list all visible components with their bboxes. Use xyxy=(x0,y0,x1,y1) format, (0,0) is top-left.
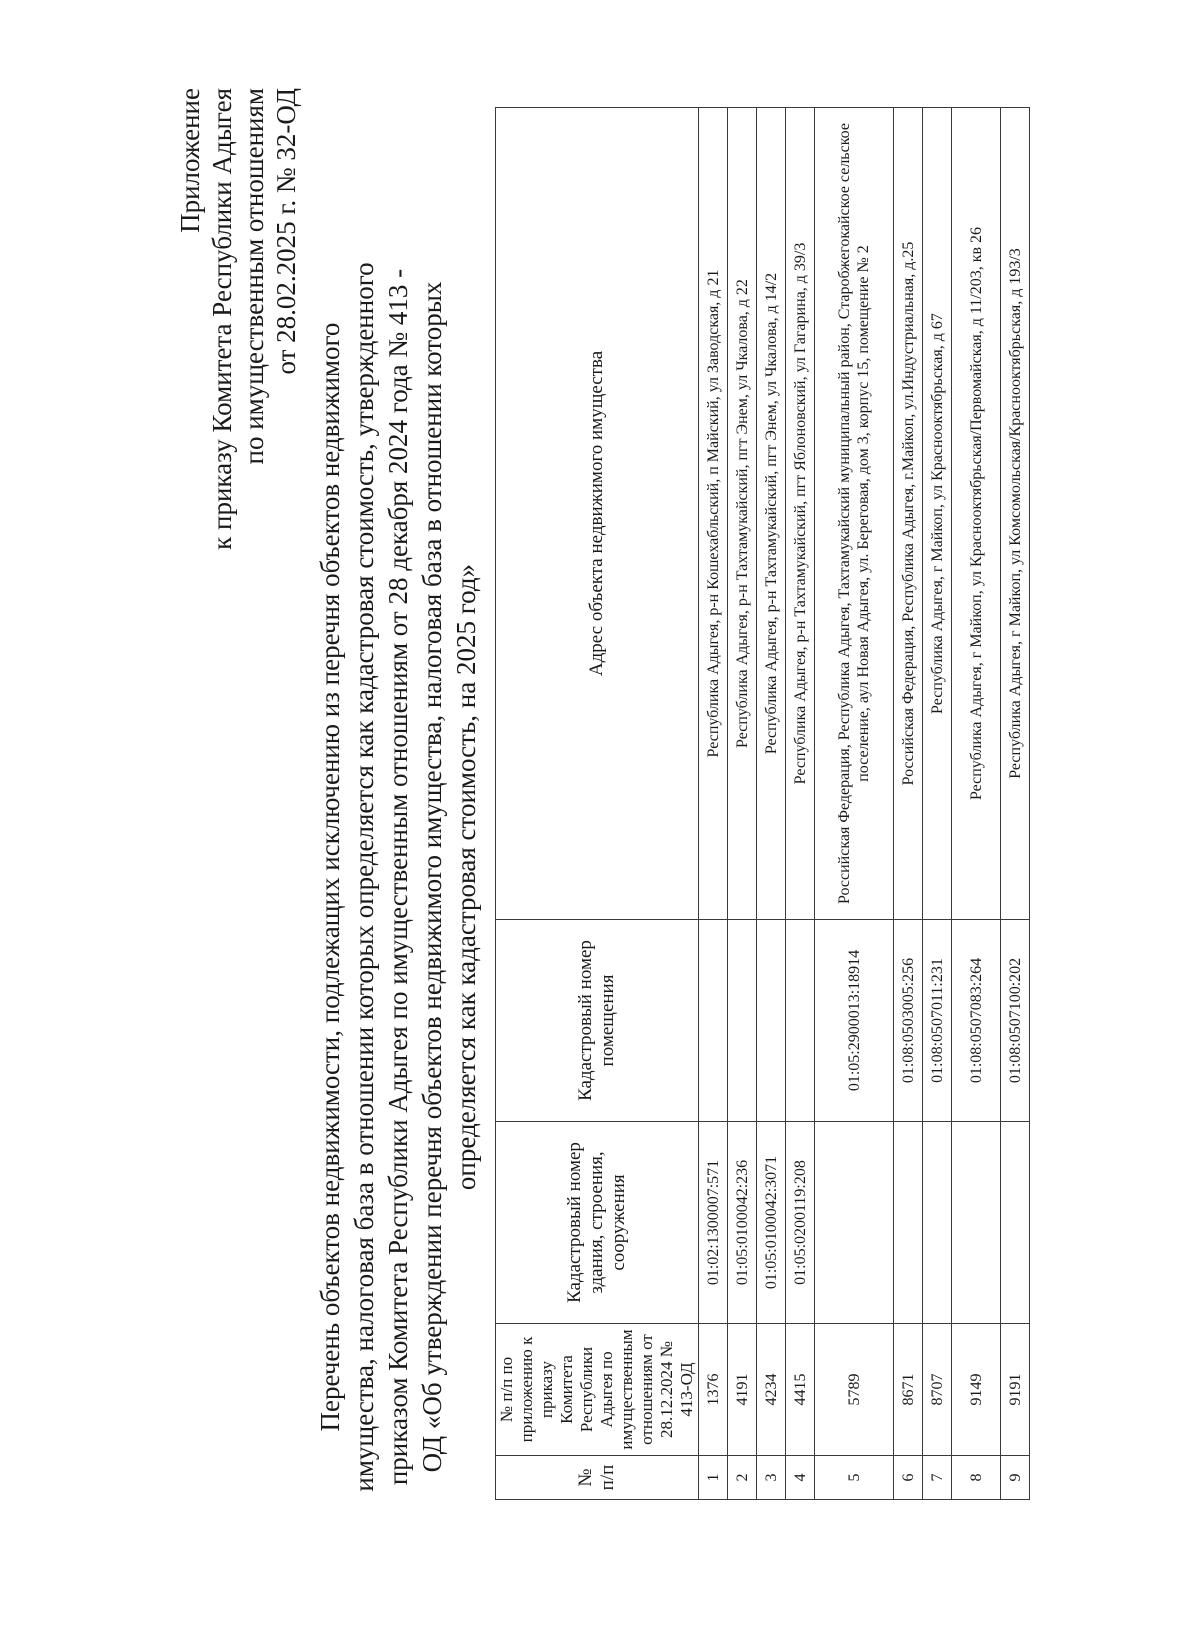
property-table-wrapper xyxy=(495,108,1030,1500)
cell-address: Республика Адыгея, р-н Тахтамукайский, пгт Энем, ул Чкалова, д 14/2 xyxy=(757,108,786,920)
cell-num: 5 xyxy=(815,1456,894,1500)
header-prior-num: № п/п по приложению к приказу Комитета Республики Адыгея по имущественным отношениям от 28.12.2024 № 413-ОД xyxy=(496,1324,699,1456)
table-row xyxy=(728,108,757,1500)
cell-building: 01:05:0200119:208 xyxy=(786,1122,815,1324)
cell-prior: 5789 xyxy=(815,1324,894,1456)
cell-prior: 4191 xyxy=(728,1324,757,1456)
cell-premises: 01:08:0503005:256 xyxy=(894,920,923,1122)
cell-premises xyxy=(757,920,786,1122)
annex-line: к приказу Комитета Республики Адыгея xyxy=(207,88,237,550)
table-header-row xyxy=(496,108,699,1500)
cell-building xyxy=(923,1122,952,1324)
cell-address: Республика Адыгея, г Майкоп, ул Комсомольская/Краснооктябрьская, д 193/3 xyxy=(1001,108,1030,920)
table-row xyxy=(923,108,952,1500)
cell-premises: 01:08:0507083:264 xyxy=(952,920,1001,1122)
cell-premises: 01:05:2900013:18914 xyxy=(815,920,894,1122)
cell-prior: 9149 xyxy=(952,1324,1001,1456)
cell-address: Республика Адыгея, г Майкоп, ул Краснооктябрьская/Первомайская, д 11/203, кв 26 xyxy=(952,108,1001,920)
cell-num: 9 xyxy=(1001,1456,1030,1500)
cell-premises xyxy=(786,920,815,1122)
cell-building: 01:05:0100042:236 xyxy=(728,1122,757,1324)
cell-address: Республика Адыгея, р-н Тахтамукайский, пгт Яблоновский, ул Гагарина, д 39/3 xyxy=(786,108,815,920)
cell-building xyxy=(894,1122,923,1324)
table-row xyxy=(757,108,786,1500)
annex-line: по имущественным отношениям xyxy=(239,88,269,465)
cell-building: 01:02:1300007:571 xyxy=(699,1122,728,1324)
cell-prior: 4415 xyxy=(786,1324,815,1456)
cell-address: Республика Адыгея, р-н Тахтамукайский, пгт Энем, ул Чкалова, д 22 xyxy=(728,108,757,920)
table-row xyxy=(699,108,728,1500)
cell-address: Республика Адыгея, г Майкоп, ул Краснооктябрьская, д 67 xyxy=(923,108,952,920)
cell-prior: 9191 xyxy=(1001,1324,1030,1456)
table-row xyxy=(894,108,923,1500)
header-address: Адрес объекта недвижимого имущества xyxy=(496,108,699,920)
cell-premises xyxy=(728,920,757,1122)
cell-num: 4 xyxy=(786,1456,815,1500)
header-num: № п/п xyxy=(496,1456,699,1500)
document-title: Перечень объектов недвижимости, подлежащих исключению из перечня объектов недвижимого имущества, налоговая база в отношении которых определяется как кадастровая стоимость, утвержденного приказом Комитета Республики Адыгея по имущественным отношениям от 28 декабря 2024 года № 413 - ОД «Об утверждении перечня объектов недвижимого имущества, налоговая база в отношении которых определяется как кадастровая стоимость, на 2025 год» xyxy=(315,262,481,1492)
annex-line: Приложение xyxy=(175,88,205,233)
cell-num: 8 xyxy=(952,1456,1001,1500)
cell-building xyxy=(952,1122,1001,1324)
table-row xyxy=(815,108,894,1500)
cell-prior: 8671 xyxy=(894,1324,923,1456)
table-row xyxy=(952,108,1001,1500)
cell-num: 2 xyxy=(728,1456,757,1500)
cell-num: 6 xyxy=(894,1456,923,1500)
cell-prior: 8707 xyxy=(923,1324,952,1456)
cell-premises xyxy=(699,920,728,1122)
property-table xyxy=(495,107,1030,1500)
cell-num: 1 xyxy=(699,1456,728,1500)
cell-num: 3 xyxy=(757,1456,786,1500)
header-premises-cadastral: Кадастровый номер помещения xyxy=(496,920,699,1122)
annex-line: от 28.02.2025 г. № 32-ОД xyxy=(271,88,301,375)
cell-prior: 4234 xyxy=(757,1324,786,1456)
cell-address: Российская Федерация, Республика Адыгея, г.Майкоп, ул.Индустриальная, д.25 xyxy=(894,108,923,920)
cell-address: Российская Федерация, Республика Адыгея, Тахтамукайский муниципальный район, Старобжегокайское сельское поселение, аул Новая Адыгея, ул. Береговая, дом 3, корпус 15, помещение № 2 xyxy=(815,108,894,920)
cell-building xyxy=(1001,1122,1030,1324)
header-building-cadastral: Кадастровый номер здания, строения, сооружения xyxy=(496,1122,699,1324)
cell-building xyxy=(815,1122,894,1324)
cell-building: 01:05:0100042:3071 xyxy=(757,1122,786,1324)
cell-premises: 01:08:0507011:231 xyxy=(923,920,952,1122)
table-row xyxy=(786,108,815,1500)
cell-prior: 1376 xyxy=(699,1324,728,1456)
annex-block xyxy=(174,88,302,550)
table-row xyxy=(1001,108,1030,1500)
cell-premises: 01:08:0507100:202 xyxy=(1001,920,1030,1122)
cell-num: 7 xyxy=(923,1456,952,1500)
cell-address: Республика Адыгея, р-н Кошехабльский, п Майский, ул Заводская, д 21 xyxy=(699,108,728,920)
